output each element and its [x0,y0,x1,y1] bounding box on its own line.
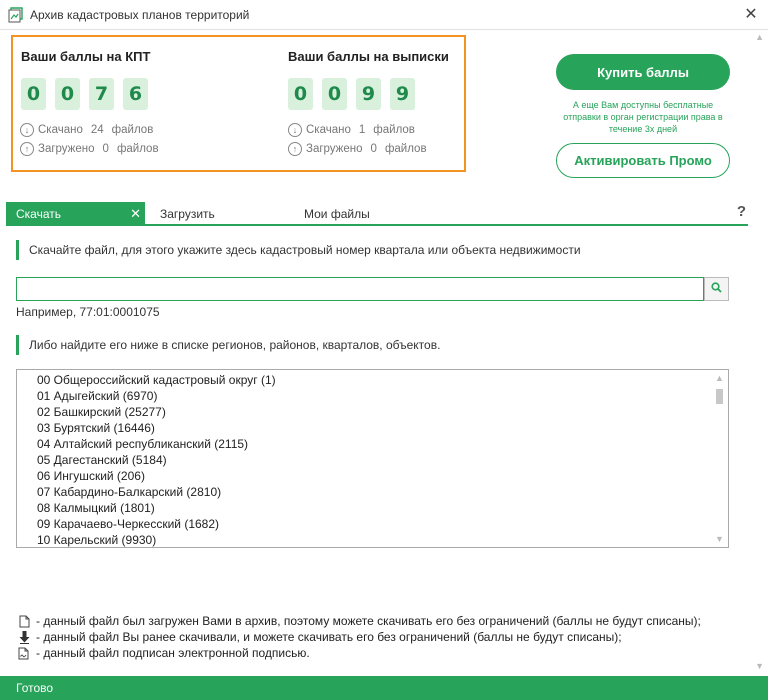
kpt-digit: 0 [55,78,80,110]
hint-accent-bar [16,240,19,260]
help-icon[interactable]: ? [736,203,746,220]
hint-text: Либо найдите его ниже в списке регионов, районов, кварталов, объектов. [29,338,441,352]
balance-panel [11,35,466,172]
legend-downloaded [18,630,622,644]
window-title: Архив кадастровых планов территорий [30,8,250,22]
tab-my-files[interactable] [304,202,370,226]
kpt-balance-title: Ваши баллы на КПТ [21,49,151,64]
upload-circle-icon: ↑ [288,142,302,156]
list-item[interactable]: 04 Алтайский республиканский (2115) [37,437,249,451]
tab-download[interactable] [6,202,145,226]
list-item[interactable]: 10 Карельский (9930) [37,533,157,547]
close-icon[interactable]: ✕ [744,6,758,23]
extracts-uploaded-stat: ↑ Загружено 0 файлов [288,142,427,156]
tab-bar [6,202,748,226]
extracts-digit: 9 [356,78,381,110]
uploaded-file-icon [18,615,30,628]
window-scroll-up-icon[interactable]: ▲ [755,32,764,42]
hint-accent-bar [16,335,19,355]
kpt-digit: 0 [21,78,46,110]
cadastral-search [16,277,729,301]
extracts-downloaded-stat: ↓ Скачано 1 файлов [288,123,415,137]
status-bar [0,676,768,700]
extracts-digits [288,78,415,110]
kpt-digit: 7 [89,78,114,110]
download-circle-icon: ↓ [20,123,34,137]
scroll-up-icon[interactable]: ▲ [715,373,724,383]
list-item[interactable]: 01 Адыгейский (6970) [37,389,158,403]
legend-text: - данный файл Вы ранее скачивали, и можете скачивать его без ограничений (баллы не будут списаны); [36,630,622,644]
list-item[interactable]: 08 Калмыцкий (1801) [37,501,155,515]
signed-file-icon [18,647,30,660]
scroll-thumb[interactable] [716,389,723,404]
window-scroll-down-icon[interactable]: ▼ [755,661,764,671]
kpt-downloaded-stat: ↓ Скачано 24 файлов [20,123,153,137]
app-icon [8,7,24,23]
list-item[interactable]: 09 Карачаево-Черкесский (1682) [37,517,220,531]
title-bar [0,0,768,30]
list-item[interactable]: 00 Общероссийский кадастровый округ (1) [37,373,276,387]
search-button[interactable] [704,277,729,301]
tab-label: Мои файлы [304,207,370,221]
upload-circle-icon: ↑ [20,142,34,156]
hint-text: Скачайте файл, для этого укажите здесь кадастровый номер квартала или объекта недвижимости [29,243,581,257]
legend-text: - данный файл подписан электронной подписью. [36,646,310,660]
search-icon [711,282,722,296]
extracts-balance-title: Ваши баллы на выписки [288,49,449,64]
list-item[interactable]: 05 Дагестанский (5184) [37,453,167,467]
list-item[interactable]: 07 Кабардино-Балкарский (2810) [37,485,222,499]
legend-uploaded [18,614,701,628]
search-example: Например, 77:01:0001075 [16,305,160,319]
cadastral-hint [16,240,581,260]
status-text: Готово [16,681,54,695]
buy-points-button[interactable]: Купить баллы [556,54,730,90]
legend-text: - данный файл был загружен Вами в архив, поэтому можете скачивать его без ограничений (баллы не будут списаны); [36,614,701,628]
download-arrow-icon [18,631,30,644]
activate-promo-button[interactable]: Активировать Промо [556,143,730,178]
legend-signed [18,646,310,660]
extracts-digit: 0 [322,78,347,110]
list-item[interactable]: 06 Ингушский (206) [37,469,145,483]
tab-label: Скачать [16,207,61,221]
list-item[interactable]: 03 Бурятский (16446) [37,421,155,435]
extracts-digit: 0 [288,78,313,110]
kpt-digit: 6 [123,78,148,110]
download-circle-icon: ↓ [288,123,302,137]
kpt-digits [21,78,148,110]
close-tab-icon[interactable]: ✕ [130,206,141,221]
list-item[interactable]: 02 Башкирский (25277) [37,405,166,419]
kpt-uploaded-stat: ↑ Загружено 0 файлов [20,142,159,156]
cadastral-number-input[interactable] [16,277,704,301]
extracts-digit: 9 [390,78,415,110]
free-sending-note: А еще Вам доступны бесплатные отправки в орган регистрации права в течение 3х дней [563,100,723,134]
list-scrollbar[interactable] [711,370,728,547]
regions-list[interactable] [16,369,729,548]
tab-upload[interactable] [160,202,215,226]
regions-hint [16,335,440,355]
scroll-down-icon[interactable]: ▼ [715,534,724,544]
tab-label: Загрузить [160,207,215,221]
regions-list-items [17,370,276,548]
